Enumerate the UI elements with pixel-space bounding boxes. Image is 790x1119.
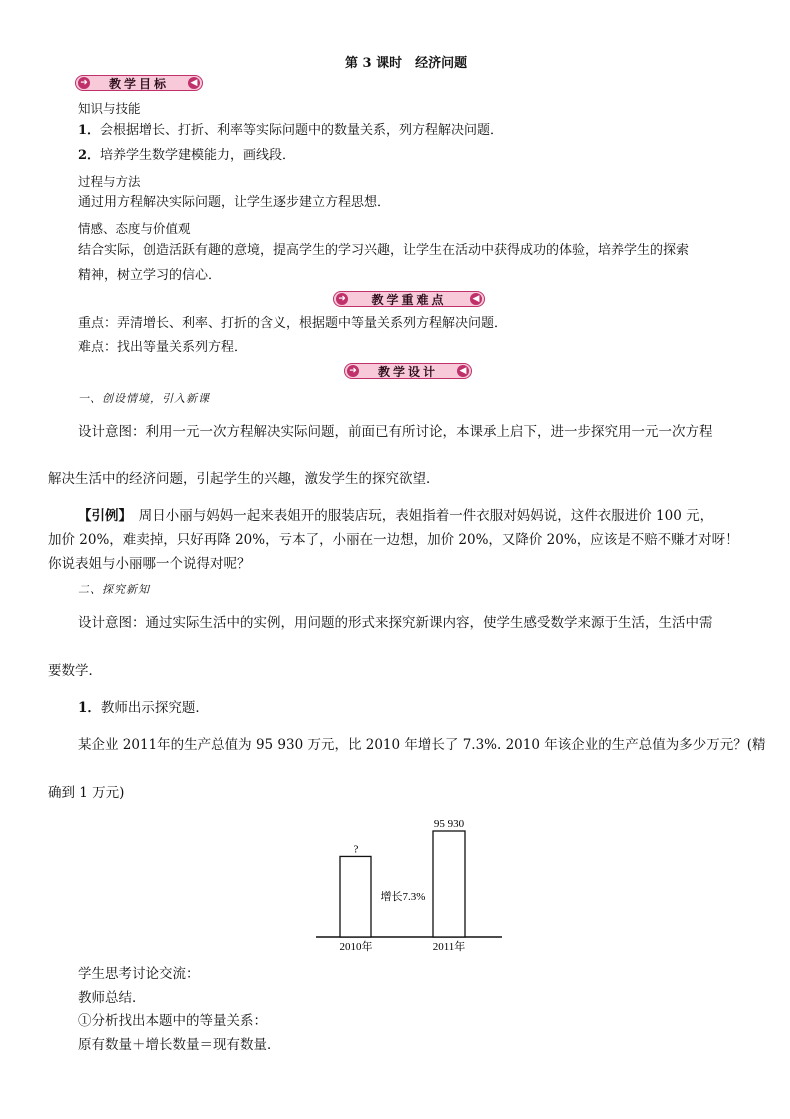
process-text: 通过用方程解决实际问题，让学生逐步建立方程思想．: [78, 195, 391, 210]
design-intent-2a: 设计意图：通过实际生活中的实例，用问题的形式来探究新课内容，使学生感受数学来源于生活，生活中需: [78, 615, 713, 631]
bar-2010-value-label: ?: [353, 843, 359, 856]
emotion-text-1: 结合实际，创造活跃有趣的意境，提高学生的学习兴趣，让学生在活动中获得成功的体验，培养学生的探索: [78, 243, 690, 258]
knowledge-heading: 知识与技能: [78, 101, 141, 116]
summary-text: 教师总结．: [78, 990, 146, 1006]
problem-line-a: 某企业 2011年的生产总值为 95 930 万元，比 2010 年增长了 7.3%. 2010 年该企业的生产总值为多少万元？(精: [78, 737, 766, 753]
growth-annotation: 增长7.3%: [380, 891, 426, 903]
design-intent-1b: 解决生活中的经济问题，引起学生的兴趣，激发学生的探究欲望．: [48, 471, 440, 487]
bar-2011-category-label: 2011年: [432, 941, 466, 953]
arrow-left-icon: ◀: [188, 77, 200, 89]
page-title: 第 3 课时 经济问题: [345, 56, 468, 71]
example-line-3: 你说表姐与小丽哪一个说得对呢？: [48, 556, 251, 572]
process-heading: 过程与方法: [78, 174, 141, 189]
design-intent-1a: 设计意图：利用一元一次方程解决实际问题，前面已有所讨论，本课承上启下，进一步探究用一元一次方程: [78, 424, 713, 440]
section-heading-1: 一、创设情境，引入新课: [78, 392, 210, 405]
bar-2011-value-label: 95 930: [433, 818, 465, 830]
goal-item-1: 1．会根据增长、打折、利率等实际问题中的数量关系，列方程解决问题．: [78, 123, 504, 138]
bar-2010-category-label: 2010年: [339, 941, 373, 953]
section-heading-2: 二、探究新知: [78, 583, 150, 596]
example-line-2: 加价 20%，难卖掉，只好再降 20%，亏本了，小丽在一边想，加价 20%，又降价 20%，应该是不赔不赚才对呀！: [48, 532, 739, 548]
banner-teaching-design: ➜ 教学设计 ◀: [344, 363, 472, 379]
arrow-left-icon: ◀: [470, 293, 482, 305]
relation-text: 原有数量＋增长数量＝现有数量．: [78, 1037, 281, 1053]
analysis-text: ①分析找出本题中的等量关系：: [78, 1013, 267, 1029]
emotion-heading: 情感、态度与价值观: [78, 221, 191, 236]
problem-line-b: 确到 1 万元): [48, 785, 125, 801]
example-line-1: 【引例】 周日小丽与妈妈一起来表姐开的服装店玩，表姐指着一件衣服对妈妈说，这件衣服进价 100 元，: [78, 508, 714, 524]
difficult-point: 难点：找出等量关系列方程．: [78, 340, 248, 355]
arrow-right-icon: ➜: [78, 77, 90, 89]
banner-key-points: ➜ 教学重难点 ◀: [333, 291, 485, 307]
discuss-text: 学生思考讨论交流：: [78, 966, 200, 982]
arrow-left-icon: ◀: [457, 365, 469, 377]
growth-bar-chart: [316, 818, 506, 958]
arrow-right-icon: ➜: [347, 365, 359, 377]
design-intent-2b: 要数学．: [48, 663, 102, 679]
bar-2010: [340, 856, 371, 937]
goal-item-2: 2．培养学生数学建模能力，画线段．: [78, 148, 296, 163]
banner-teaching-goals: ➜ 教学目标 ◀: [75, 75, 203, 91]
bar-2011: [433, 831, 465, 937]
key-point: 重点：弄清增长、利率、打折的含义，根据题中等量关系列方程解决问题．: [78, 316, 508, 331]
step-1: 1．教师出示探究题．: [78, 700, 209, 716]
arrow-right-icon: ➜: [336, 293, 348, 305]
emotion-text-2: 精神，树立学习的信心．: [78, 268, 222, 283]
